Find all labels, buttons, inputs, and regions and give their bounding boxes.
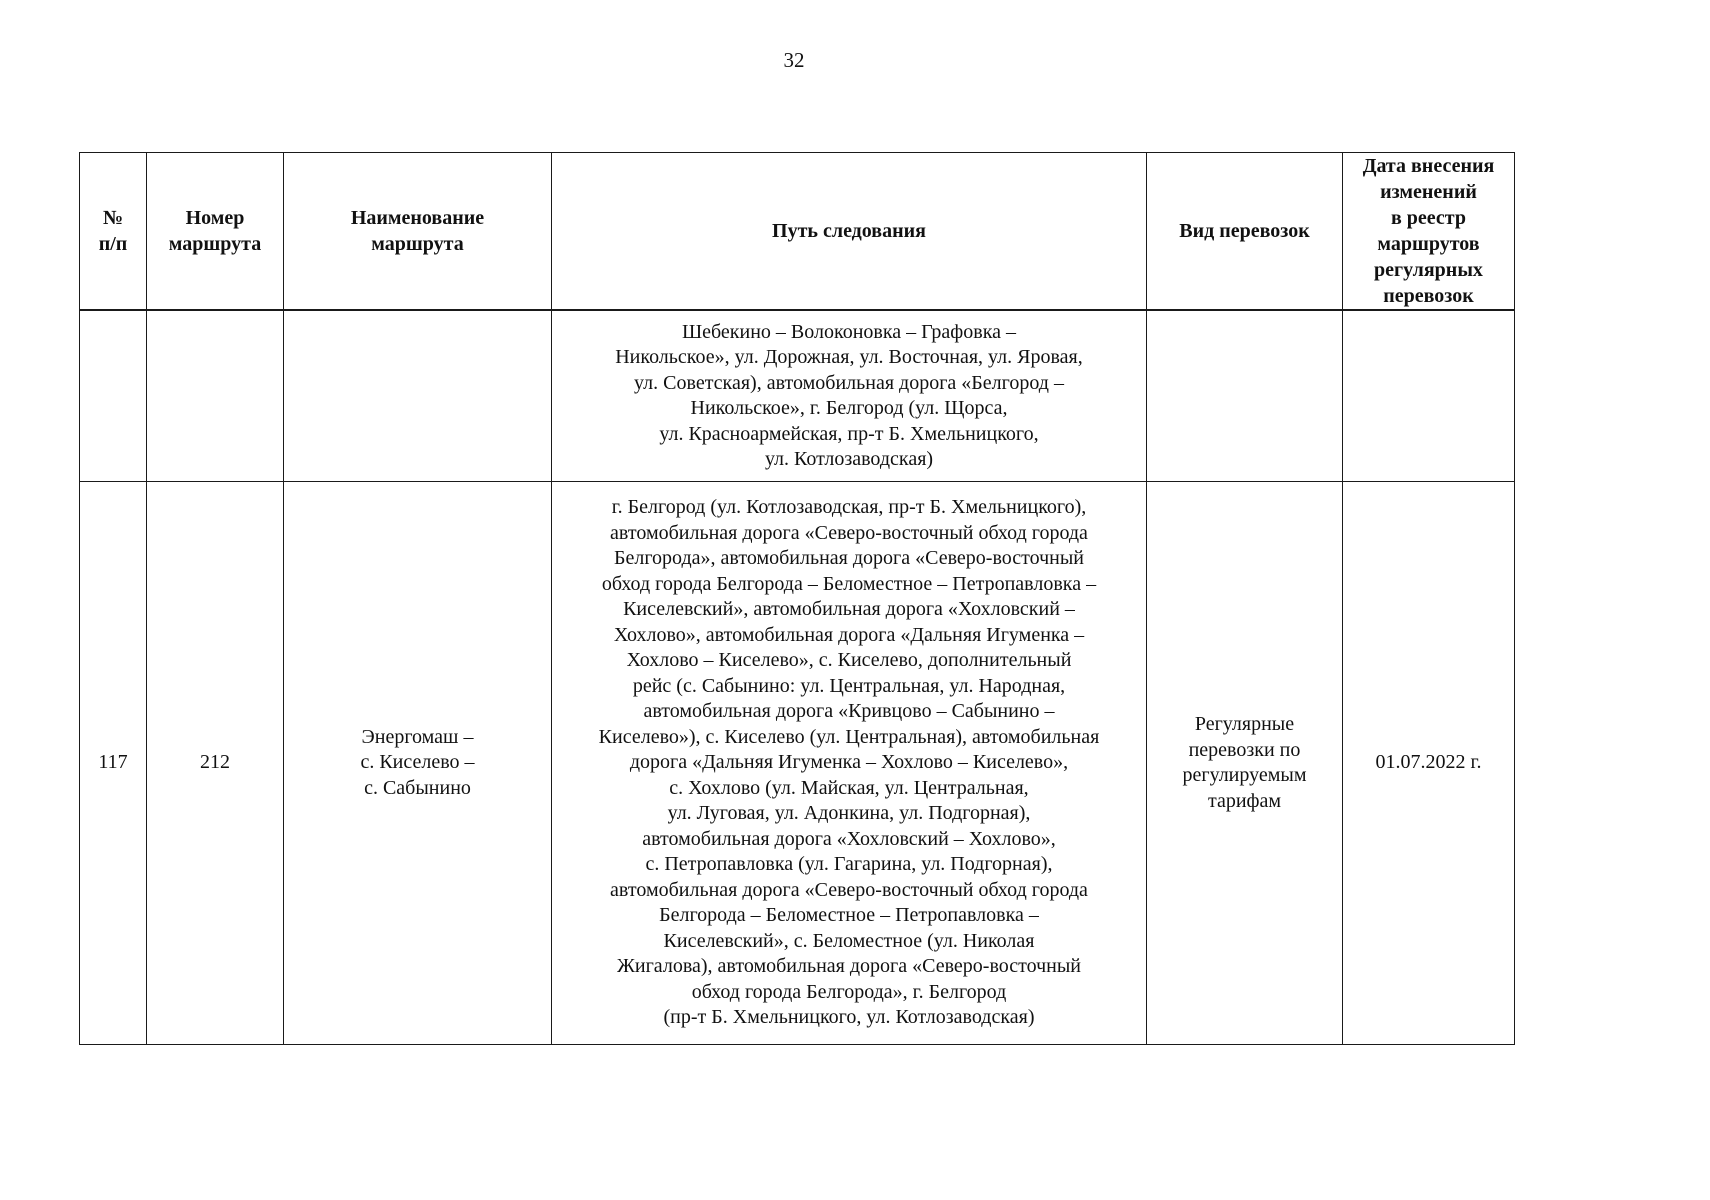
cell-route-name: Энергомаш – с. Киселево – с. Сабынино xyxy=(284,482,552,1045)
header-num: № п/п xyxy=(80,153,147,311)
page-number: 32 xyxy=(783,48,805,72)
cell-date: 01.07.2022 г. xyxy=(1343,482,1515,1045)
cell-route-number: 212 xyxy=(147,482,284,1045)
cell-transport-type: Регулярные перевозки по регулируемым тарифам xyxy=(1147,482,1343,1045)
cell-path: г. Белгород (ул. Котлозаводская, пр-т Б. Хмельницкого), автомобильная дорога «Северо-восточный обход города Белгорода», автомобильная дорога «Северо-восточный обход города Белгорода – Беломестное – Петропавловка – Киселевский», автомобильная дорога «Хохловский – Хохлово», автомобильная дорога «Дальняя Игуменка – Хохлово – Киселево», с. Киселево, дополнительный рейс (с. Сабынино: ул. Центральная, ул. Народная, автомобильная дорога «Кривцово – Сабынино – Киселево»), с. Киселево (ул. Центральная), автомобильная дорога «Дальняя Игуменка – Хохлово – Киселево», с. Хохлово (ул. Майская, ул. Центральная, ул. Луговая, ул. Адонкина, ул. Подгорная), автомобильная дорога «Хохловский – Хохлово», с. Петропавловка (ул. Гагарина, ул. Подгорная), автомобильная дорога «Северо-восточный обход города Белгорода – Беломестное – Петропавловка – Киселевский», с. Беломестное (ул. Николая Жигалова), автомобильная дорога «Северо-восточный обход города Белгорода», г. Белгород (пр-т Б. Хмельницкого, ул. Котлозаводская) xyxy=(552,482,1147,1045)
header-path: Путь следования xyxy=(552,153,1147,311)
cell-transport-type xyxy=(1147,310,1343,482)
header-transport-type: Вид перевозок xyxy=(1147,153,1343,311)
table-row xyxy=(80,482,1515,1045)
header-date: Дата внесения изменений в реестр маршрутов регулярных перевозок xyxy=(1343,153,1515,311)
header-route-number: Номер маршрута xyxy=(147,153,284,311)
table-header-row xyxy=(80,153,1515,311)
cell-date xyxy=(1343,310,1515,482)
cell-path: Шебекино – Волоконовка – Графовка – Никольское», ул. Дорожная, ул. Восточная, ул. Яровая, ул. Советская), автомобильная дорога «Белгород – Никольское», г. Белгород (ул. Щорса, ул. Красноармейская, пр-т Б. Хмельницкого, ул. Котлозаводская) xyxy=(552,310,1147,482)
routes-table xyxy=(79,152,1515,1045)
table-row-continuation xyxy=(80,310,1515,482)
cell-route-number xyxy=(147,310,284,482)
header-route-name: Наименование маршрута xyxy=(284,153,552,311)
cell-num: 117 xyxy=(80,482,147,1045)
cell-num xyxy=(80,310,147,482)
cell-route-name xyxy=(284,310,552,482)
